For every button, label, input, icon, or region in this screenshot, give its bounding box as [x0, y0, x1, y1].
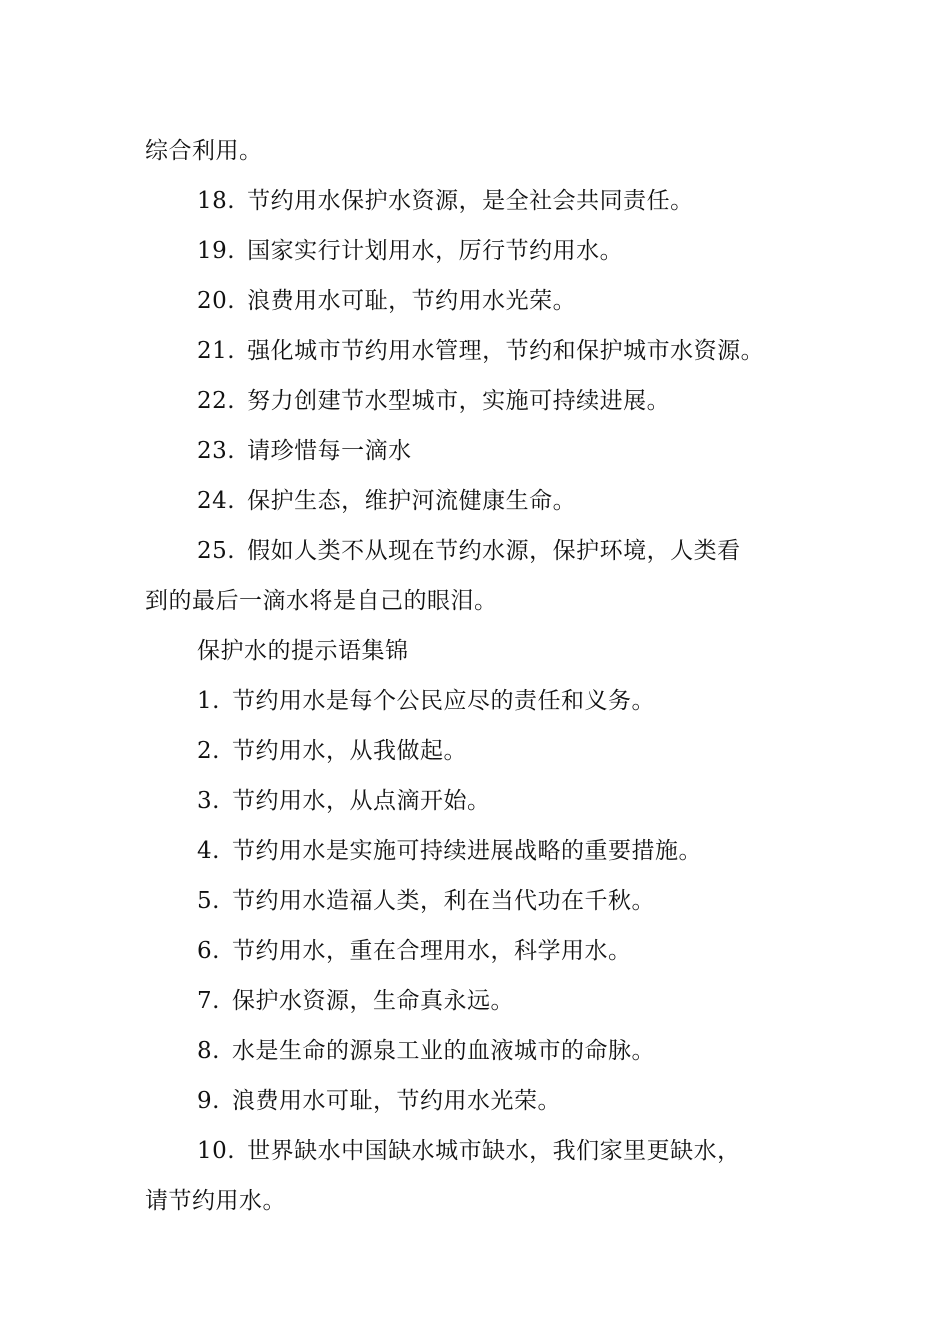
- line-text: 节约用水，从我做起。: [231, 738, 467, 764]
- text-line: [145, 176, 810, 226]
- text-line: [145, 476, 810, 526]
- line-text: 节约用水保护水资源，是全社会共同责任。: [247, 188, 694, 214]
- text-line: [145, 426, 810, 476]
- item-number: 2.: [197, 738, 220, 764]
- line-text: 假如人类不从现在节约水源，保护环境，人类看: [247, 538, 741, 564]
- text-line: [145, 576, 810, 626]
- text-line: [145, 1026, 810, 1076]
- line-text: 综合利用。: [145, 138, 263, 164]
- text-line: [145, 1076, 810, 1126]
- line-text: 请珍惜每一滴水: [247, 438, 412, 464]
- line-text: 保护水资源，生命真永远。: [231, 988, 514, 1014]
- text-line: [145, 1126, 810, 1176]
- text-line: [145, 626, 810, 676]
- text-line: [145, 326, 810, 376]
- line-text: 节约用水是实施可持续进展战略的重要措施。: [231, 838, 702, 864]
- line-text: 努力创建节水型城市，实施可持续进展。: [247, 388, 671, 414]
- item-number: 10.: [197, 1138, 236, 1164]
- text-line: [145, 926, 810, 976]
- line-text: 水是生命的源泉工业的血液城市的命脉。: [231, 1038, 655, 1064]
- text-line: [145, 976, 810, 1026]
- text-line: [145, 376, 810, 426]
- line-text: 世界缺水中国缺水城市缺水，我们家里更缺水，: [247, 1138, 741, 1164]
- text-line: [145, 826, 810, 876]
- text-line: [145, 226, 810, 276]
- text-line: [145, 776, 810, 826]
- item-number: 20.: [197, 288, 236, 314]
- text-line: [145, 526, 810, 576]
- item-number: 18.: [197, 188, 236, 214]
- item-number: 3.: [197, 788, 220, 814]
- line-text: 强化城市节约用水管理，节约和保护城市水资源。: [247, 338, 765, 364]
- line-text: 节约用水是每个公民应尽的责任和义务。: [231, 688, 655, 714]
- item-number: 25.: [197, 538, 236, 564]
- item-number: 19.: [197, 238, 236, 264]
- text-line: [145, 126, 810, 176]
- item-number: 22.: [197, 388, 236, 414]
- item-number: 23.: [197, 438, 236, 464]
- document-body: [145, 126, 810, 1226]
- line-text: 节约用水，从点滴开始。: [231, 788, 491, 814]
- line-text: 保护生态，维护河流健康生命。: [247, 488, 577, 514]
- item-number: 9.: [197, 1088, 220, 1114]
- line-text: 到的最后一滴水将是自己的眼泪。: [145, 588, 498, 614]
- line-text: 请节约用水。: [145, 1188, 286, 1214]
- text-line: [145, 876, 810, 926]
- line-text: 国家实行计划用水，厉行节约用水。: [247, 238, 624, 264]
- text-line: [145, 676, 810, 726]
- line-text: 保护水的提示语集锦: [197, 638, 409, 664]
- item-number: 4.: [197, 838, 220, 864]
- text-line: [145, 276, 810, 326]
- line-text: 节约用水，重在合理用水，科学用水。: [231, 938, 632, 964]
- line-text: 浪费用水可耻，节约用水光荣。: [247, 288, 577, 314]
- item-number: 7.: [197, 988, 220, 1014]
- item-number: 5.: [197, 888, 220, 914]
- item-number: 24.: [197, 488, 236, 514]
- item-number: 6.: [197, 938, 220, 964]
- text-line: [145, 1176, 810, 1226]
- line-text: 浪费用水可耻，节约用水光荣。: [231, 1088, 561, 1114]
- item-number: 1.: [197, 688, 220, 714]
- text-line: [145, 726, 810, 776]
- line-text: 节约用水造福人类，利在当代功在千秋。: [231, 888, 655, 914]
- item-number: 8.: [197, 1038, 220, 1064]
- item-number: 21.: [197, 338, 236, 364]
